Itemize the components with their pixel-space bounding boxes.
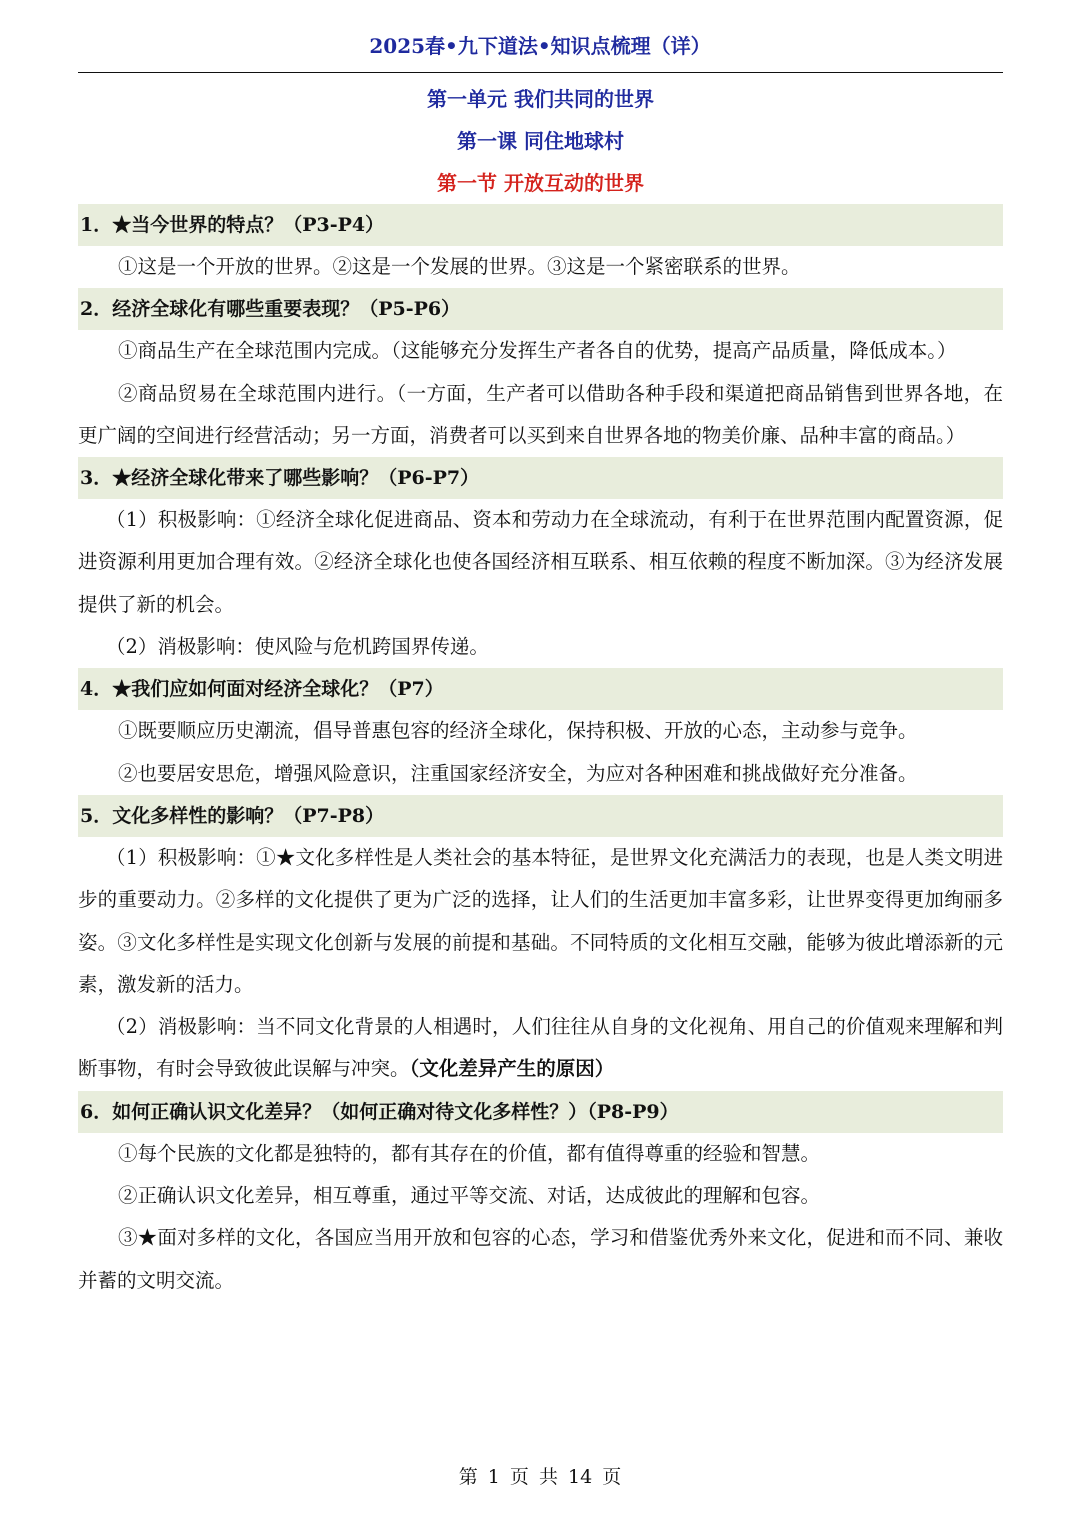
- page-number: 第 1 页 共 14 页: [458, 1466, 622, 1488]
- answer-paragraph: ③★面对多样的文化，各国应当用开放和包容的心态，学习和借鉴优秀外来文化，促进和而不同、兼收并蓄的文明交流。: [78, 1226, 1003, 1292]
- header-divider: [78, 72, 1003, 73]
- answer-paragraph: ②商品贸易在全球范围内进行。（一方面，生产者可以借助各种手段和渠道把商品销售到世界各地，在更广阔的空间进行经营活动；另一方面，消费者可以买到来自世界各地的物美价廉、品种丰富的商品。）: [78, 381, 1003, 447]
- answer-text: （2）消极影响：当不同文化背景的人相遇时，人们往往从自身的文化视角、用自己的价值观来理解和判断事物，有时会导致彼此误解与冲突。: [78, 1015, 1003, 1081]
- answer-paragraph: ①每个民族的文化都是独特的，都有其存在的价值，都有值得尊重的经验和智慧。: [118, 1141, 821, 1165]
- answer-paragraph: （2）消极影响：使风险与危机跨国界传递。: [106, 635, 489, 659]
- answer-paragraph: ②也要居安思危，增强风险意识，注重国家经济安全，为应对各种困难和挑战做好充分准备。: [118, 761, 918, 785]
- answer-paragraph: ①这是一个开放的世界。②这是一个发展的世界。③这是一个紧密联系的世界。: [118, 255, 801, 278]
- unit-heading: 第一单元 我们共同的世界: [427, 87, 654, 111]
- question-heading-2: 2．经济全球化有哪些重要表现？（P5-P6）: [78, 288, 1003, 330]
- question-heading-4: 4．★我们应如何面对经济全球化？（P7）: [78, 668, 1003, 710]
- question-heading-1: 1．★当今世界的特点？（P3-P4）: [78, 204, 1003, 246]
- answer-paragraph: ②正确认识文化差异，相互尊重，通过平等交流、对话，达成彼此的理解和包容。: [118, 1184, 821, 1208]
- document-header-title: 2025春•九下道法•知识点梳理（详）: [369, 34, 711, 58]
- emphasis-note: （文化差异产生的原因）: [409, 1057, 615, 1081]
- answer-paragraph: ①商品生产在全球范围内完成。（这能够充分发挥生产者各自的优势，提高产品质量，降低成本。）: [118, 339, 957, 363]
- answer-paragraph: （1）积极影响：①★文化多样性是人类社会的基本特征，是世界文化充满活力的表现，也是人类文明进步的重要动力。②多样的文化提供了更为广泛的选择，让人们的生活更加丰富多彩，让世界变得更加绚丽多姿。③文化多样性是实现文化创新与发展的前提和基础。不同特质的文化相互交融，能够为彼此增添新的元素，激发新的活力。: [78, 845, 1003, 996]
- section-heading: 第一节 开放互动的世界: [437, 171, 644, 195]
- answer-paragraph: （1）积极影响：①经济全球化促进商品、资本和劳动力在全球流动，有利于在世界范围内配置资源，促进资源利用更加合理有效。②经济全球化也使各国经济相互联系、相互依赖的程度不断加深。③为经济发展提供了新的机会。: [78, 508, 1003, 616]
- question-heading-6: 6．如何正确认识文化差异？（如何正确对待文化多样性？）（P8-P9）: [78, 1091, 1003, 1133]
- question-heading-3: 3．★经济全球化带来了哪些影响？（P6-P7）: [78, 457, 1003, 499]
- answer-paragraph: [78, 1006, 1003, 1091]
- answer-paragraph: ①既要顺应历史潮流，倡导普惠包容的经济全球化，保持积极、开放的心态，主动参与竞争。: [118, 719, 918, 743]
- document-body: [78, 78, 1003, 1302]
- question-heading-5: 5．文化多样性的影响？（P7-P8）: [78, 795, 1003, 837]
- lesson-heading: 第一课 同住地球村: [457, 129, 624, 153]
